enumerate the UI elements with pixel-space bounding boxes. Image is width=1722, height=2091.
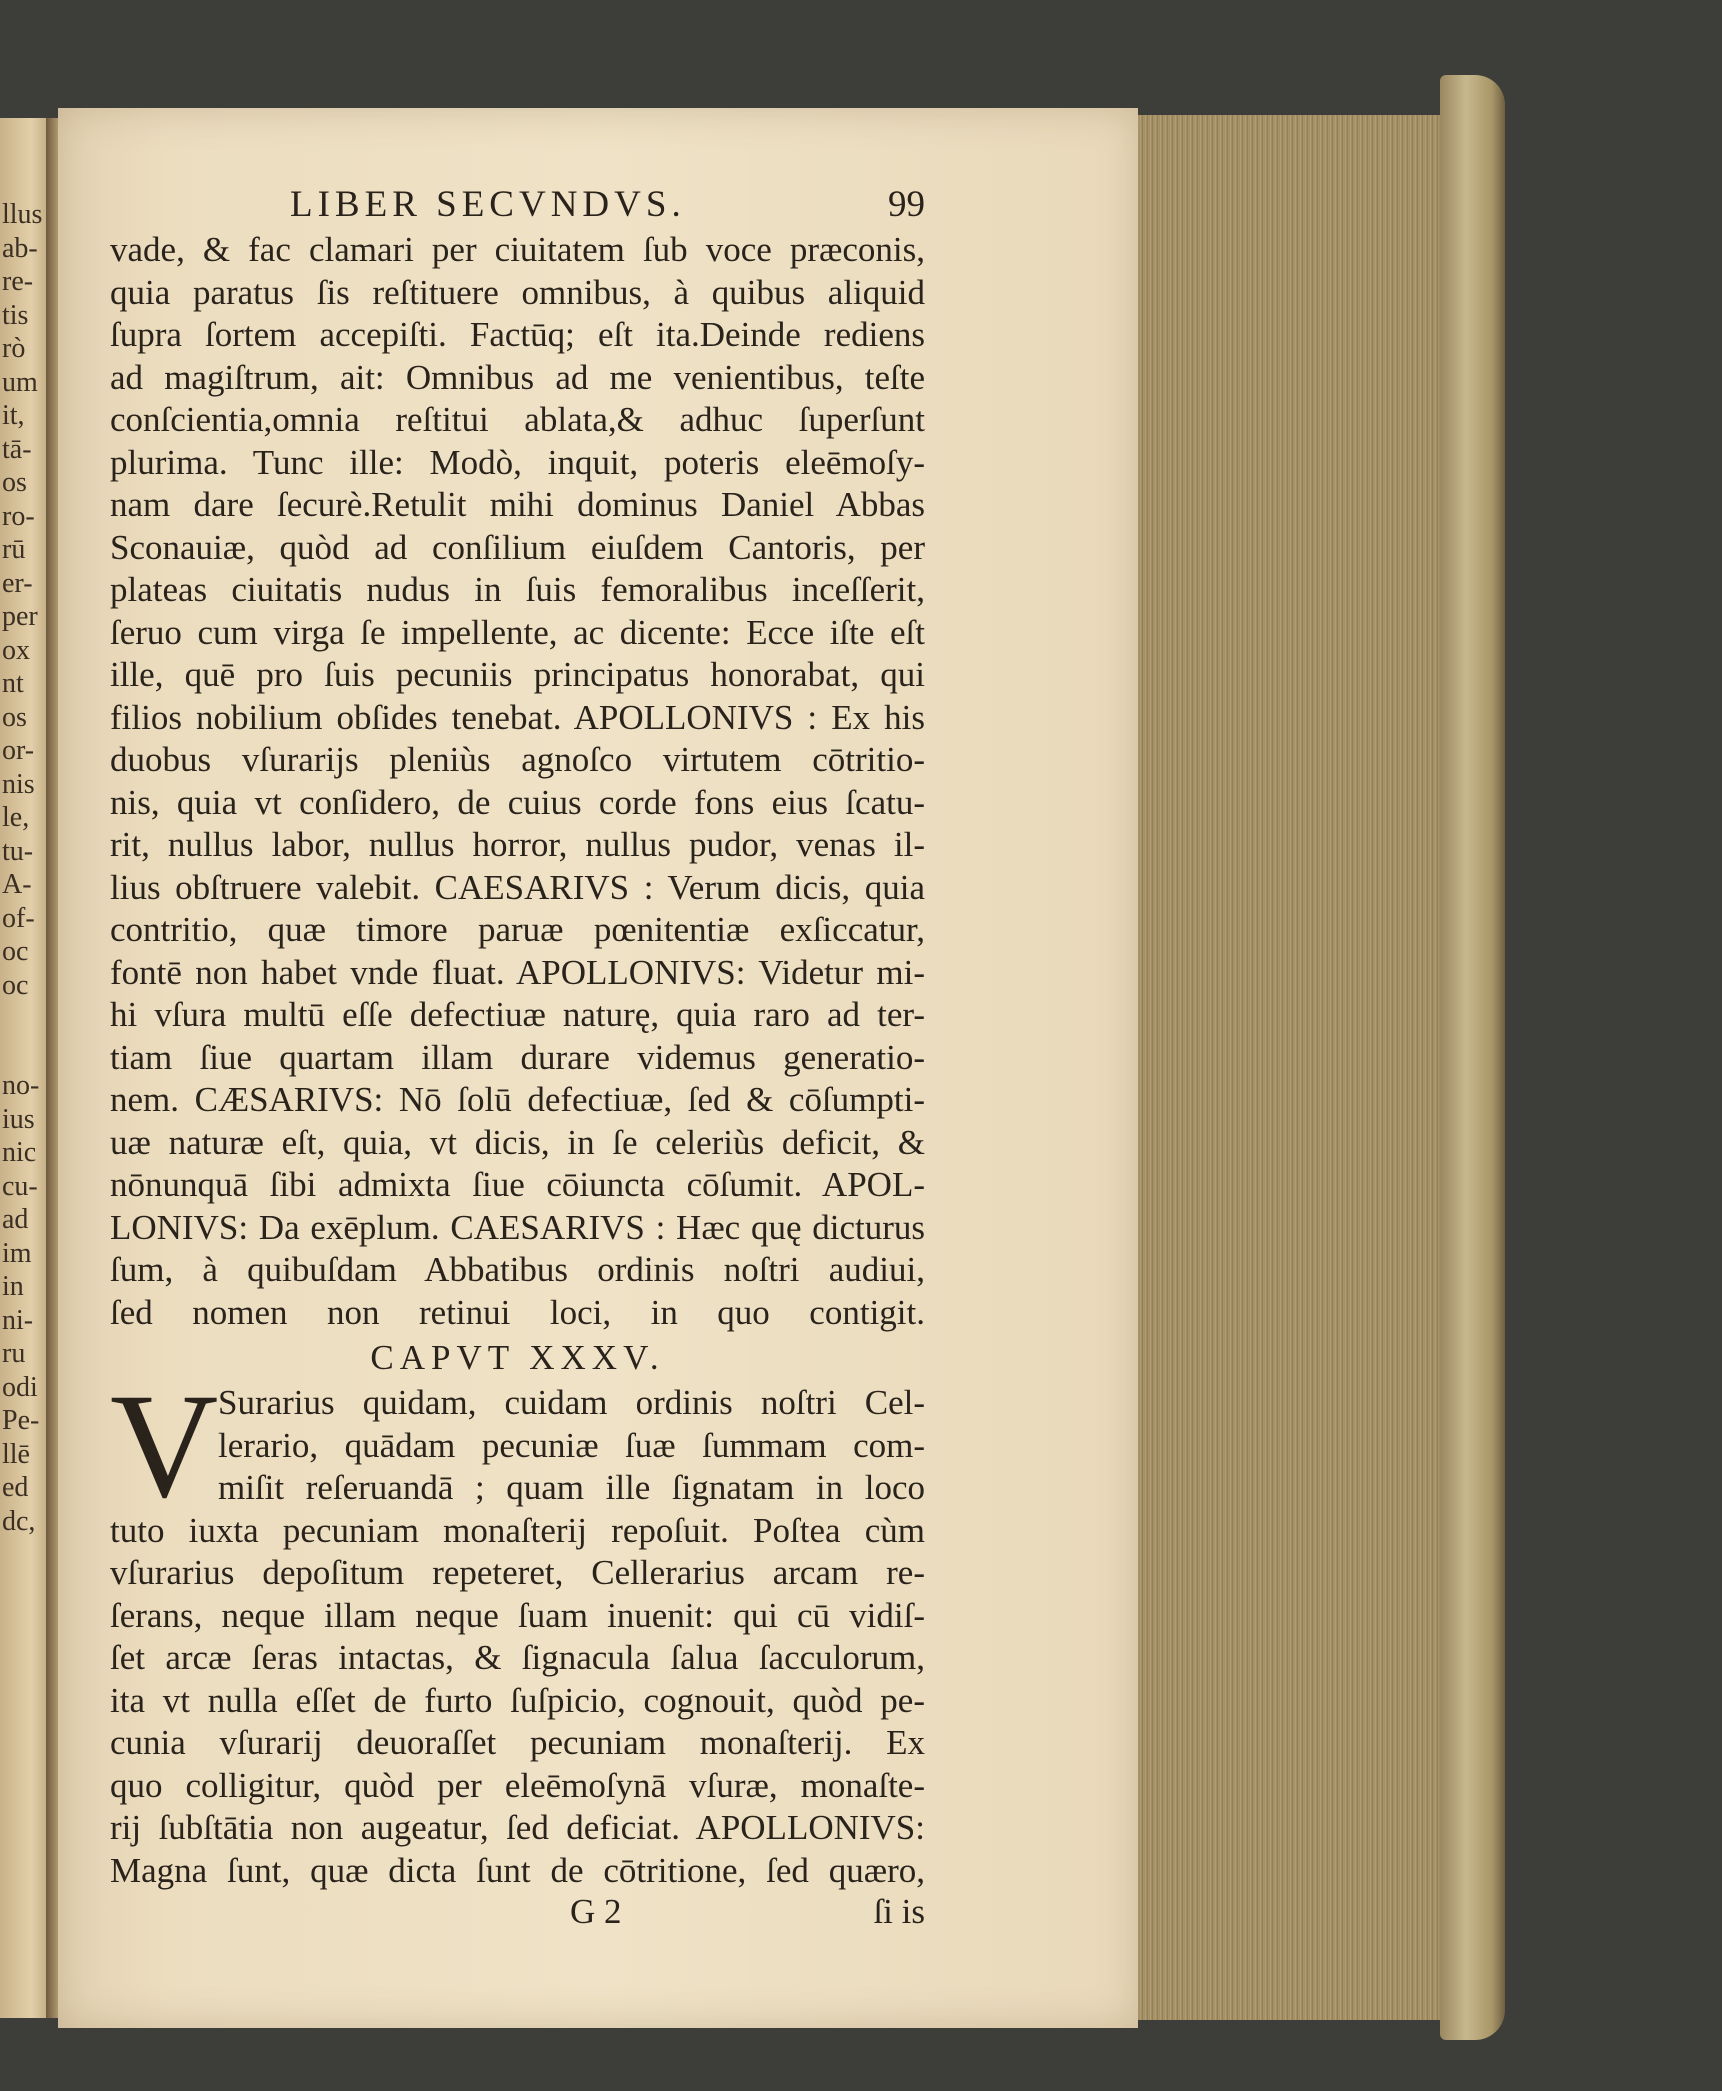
catchword: ſi is [873, 1892, 925, 1931]
facing-page-fragment: in [2, 1271, 24, 1302]
facing-page-fragment: um [2, 366, 38, 398]
facing-page-fragment: tu- [2, 835, 34, 867]
text-line: ad magiſtrum, ait: Omnibus ad me venientibus, teſte [110, 357, 925, 397]
text-line: nem. CÆSARIVS: Nō ſolū defectiuæ, ſed & cōſumpti- [110, 1080, 925, 1119]
text-line: plurima. Tunc ille: Modò, inquit, poteris eleēmoſy- [110, 442, 925, 482]
facing-page-fragment: oc [2, 969, 29, 1001]
running-head: LIBER SECVNDVS. [290, 184, 686, 225]
page-edges [1134, 115, 1457, 2020]
initial-lines [110, 1363, 925, 1529]
text-line: fontē non habet vnde fluat. APOLLONIVS: Videtur mi- [110, 952, 925, 992]
facing-page-fragment: er- [2, 567, 33, 599]
text-line: rit, nullus labor, nullus horror, nullus pudor, venas il- [110, 825, 925, 864]
text-line: hi vſura multū eſſe defectiuæ naturę, quia raro ad ter- [110, 995, 925, 1034]
facing-page-fragment: of- [2, 902, 35, 934]
facing-page-fragment: im [2, 1237, 32, 1269]
text-line: ſum, à quibuſdam Abbatibus ordinis noſtri audiui, [110, 1250, 925, 1289]
body-text-before-chapter [110, 229, 925, 1334]
facing-page-fragment: nis [2, 768, 35, 800]
facing-page-fragment: llus [2, 199, 43, 230]
text-line: ſet arcæ ſeras intactas, & ſignacula ſalua ſacculorum, [110, 1638, 925, 1677]
facing-page-fragment: rū [2, 534, 26, 565]
text-line: ſeruo cum virga ſe impellente, ac dicente: Ecce iſte eſt [110, 612, 925, 652]
facing-page-fragment: oc [2, 936, 29, 967]
text-line: filios nobilium obſides tenebat. APOLLONIVS : Ex his [110, 697, 925, 737]
facing-page-fragment: Pe- [2, 1405, 40, 1436]
facing-page-fragment: ru [2, 1338, 26, 1369]
text-line: lerario, quādam pecuniæ ſuæ ſummam com- [218, 1425, 925, 1465]
text-line: quo colligitur, quòd per eleēmoſynā vſuræ, monaſte- [110, 1765, 925, 1805]
body-text-after-chapter-opening [110, 1510, 925, 1893]
facing-page-fragment: le, [2, 802, 30, 833]
text-line: nōnunquā ſibi admixta ſiue cōiuncta cōſumit. APOL- [110, 1165, 925, 1204]
facing-page-fragment: rò [2, 333, 26, 364]
facing-page-fragment: A- [2, 869, 32, 900]
text-line: duobus vſurarijs pleniùs agnoſco virtutem cōtritio- [110, 740, 925, 779]
text-line: ſupra ſortem accepiſti. Factūq; eſt ita.Deinde rediens [110, 315, 925, 354]
facing-page-fragment [2, 1036, 52, 1070]
facing-page-fragment: cu- [2, 1170, 38, 1202]
facing-page-fragment: ni- [2, 1304, 34, 1336]
folio-number: 99 [888, 184, 925, 225]
book-cover [1440, 75, 1505, 2040]
text-line: vſurarius depoſitum repeteret, Cellerarius arcam re- [110, 1553, 925, 1592]
text-line: LONIVS: Da exēplum. CAESARIVS : Hæc quę dicturus [110, 1207, 925, 1247]
facing-page-fragment: llē [2, 1438, 30, 1470]
facing-page-fragment: ro- [2, 500, 35, 532]
facing-page-fragment: re- [2, 266, 34, 297]
facing-page-fragment: ab- [2, 232, 38, 264]
facing-page-edge [0, 118, 52, 2018]
facing-page-fragment: os [2, 701, 27, 733]
facing-page-fragment: odi [2, 1371, 38, 1403]
facing-page-fragment: nic [2, 1137, 37, 1168]
chapter-opening [110, 1363, 925, 1529]
text-line: ita vt nulla eſſet de furto ſuſpicio, cognouit, quòd pe- [110, 1680, 925, 1720]
page-header [110, 183, 925, 229]
text-line: contritio, quæ timore paruæ pœnitentiæ exſiccatur, [110, 910, 925, 949]
text-line: plateas ciuitatis nudus in ſuis femoralibus inceſſerit, [110, 570, 925, 609]
signature-mark: G 2 [570, 1892, 622, 1931]
facing-page-fragment: per [2, 601, 38, 632]
text-line: ille, quē pro ſuis pecuniis principatus honorabat, qui [110, 655, 925, 694]
facing-page-fragment: ox [2, 634, 30, 666]
facing-page-fragment: ius [2, 1103, 35, 1135]
facing-page-fragment: it, [2, 400, 25, 431]
facing-page-fragment: ed [2, 1472, 29, 1503]
text-line: tuto iuxta pecuniam monaſterij repoſuit. Poſtea cùm [110, 1510, 925, 1550]
chapter-heading: CAPVT XXXV. [370, 1338, 665, 1377]
text-line: conſcientia,omnia reſtitui ablata,& adhuc ſuperſunt [110, 400, 925, 439]
text-line: miſit reſeruandā ; quam ille ſignatam in loco [218, 1468, 925, 1507]
facing-page-fragment: tis [2, 299, 29, 331]
facing-page-fragment: no- [2, 1070, 40, 1101]
drop-initial: V [110, 1363, 219, 1529]
facing-page-fragment: nt [2, 668, 24, 699]
text-line: nis, quia vt conſidero, de cuius corde fons eius ſcatu- [110, 782, 925, 822]
text-line: nam dare ſecurè.Retulit mihi dominus Daniel Abbas [110, 485, 925, 524]
page-text-block [110, 183, 925, 1936]
text-line: Surarius quidam, cuidam ordinis noſtri Cel- [218, 1383, 925, 1422]
text-line: quia paratus ſis reſtituere omnibus, à quibus aliquid [110, 272, 925, 312]
text-line: rij ſubſtātia non augeatur, ſed deficiat. APOLLONIVS: [110, 1808, 925, 1847]
text-line: ſerans, neque illam neque ſuam inuenit: qui cū vidiſ- [110, 1595, 925, 1635]
facing-page-fragment [2, 1002, 52, 1036]
text-line: Magna ſunt, quæ dicta ſunt de cōtritione, ſed quæro, [110, 1850, 925, 1890]
text-line: lius obſtruere valebit. CAESARIVS : Verum dicis, quia [110, 867, 925, 907]
facing-page-fragment: dc, [2, 1505, 36, 1537]
facing-page-fragment: os [2, 467, 27, 498]
facing-page-fragment: ad [2, 1204, 29, 1235]
text-line: vade, & fac clamari per ciuitatem ſub voce præconis, [110, 230, 925, 269]
facing-page-fragment: or- [2, 735, 35, 766]
text-line: ſed nomen non retinui loci, in quo contigit. [110, 1292, 925, 1332]
facing-page-text-fragments [2, 198, 52, 1538]
text-line: cunia vſurarij deuoraſſet pecuniam monaſterij. Ex [110, 1723, 925, 1762]
page-footer [110, 1892, 925, 1936]
text-line: Sconauiæ, quòd ad conſilium eiuſdem Cantoris, per [110, 527, 925, 567]
text-line: uæ naturæ eſt, quia, vt dicis, in ſe celeriùs deficit, & [110, 1122, 925, 1162]
facing-page-fragment: tā- [2, 433, 32, 465]
text-line: tiam ſiue quartam illam durare videmus generatio- [110, 1037, 925, 1077]
